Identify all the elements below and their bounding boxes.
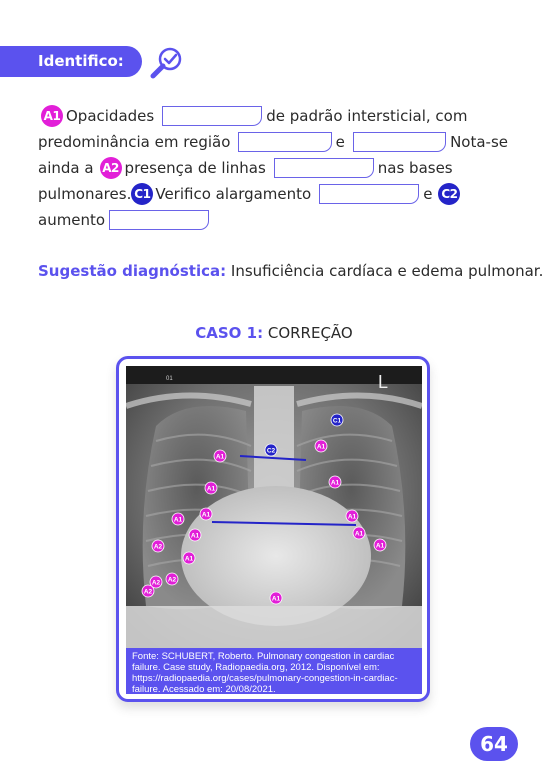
- text: e: [423, 185, 433, 203]
- section-title: Identifico:: [38, 52, 124, 70]
- annotation-marker-a1: [374, 539, 386, 551]
- annotation-marker-a1: [214, 450, 226, 462]
- film-marker-right: L: [378, 372, 389, 392]
- annotation-marker-c2: [265, 444, 277, 456]
- annotation-marker-a1: [270, 592, 282, 604]
- fill-line-1: [38, 103, 508, 129]
- blank-field[interactable]: [109, 210, 209, 230]
- fill-line-5: [38, 207, 508, 233]
- text: predominância em região: [38, 133, 231, 151]
- annotation-marker-a2: [152, 540, 164, 552]
- xray-drawing: [126, 366, 422, 648]
- tag-c2: C2: [438, 183, 460, 205]
- annotation-marker-a1: [205, 482, 217, 494]
- fill-line-2: [38, 129, 508, 155]
- text: Nota-se: [450, 133, 508, 151]
- svg-text:A1: A1: [190, 532, 200, 540]
- page-number: 64: [470, 727, 518, 761]
- chest-xray-image: [126, 366, 422, 648]
- svg-text:C2: C2: [266, 447, 276, 455]
- section-header: [0, 46, 142, 77]
- annotation-marker-a1: [329, 476, 341, 488]
- fill-line-4: [38, 181, 508, 207]
- annotation-marker-a1: [346, 510, 358, 522]
- svg-text:A1: A1: [316, 443, 326, 451]
- case-title: [0, 324, 548, 342]
- text: Opacidades: [66, 107, 155, 125]
- svg-text:A2: A2: [143, 588, 153, 596]
- blank-field[interactable]: [238, 132, 331, 152]
- svg-text:A1: A1: [375, 542, 385, 550]
- film-marker-left: 01: [166, 376, 173, 382]
- annotation-marker-a1: [315, 440, 327, 452]
- blank-field[interactable]: [274, 158, 374, 178]
- text: presença de linhas: [124, 159, 266, 177]
- tag-a2: A2: [100, 157, 122, 179]
- text: ainda a: [38, 159, 94, 177]
- annotation-marker-a2: [142, 585, 154, 597]
- case-label: CASO 1:: [195, 324, 264, 342]
- annotation-marker-a1: [183, 552, 195, 564]
- fill-line-3: [38, 155, 508, 181]
- case-text: CORREÇÃO: [267, 324, 353, 342]
- svg-text:A1: A1: [184, 555, 194, 563]
- tag-a1: A1: [41, 105, 63, 127]
- svg-text:A1: A1: [347, 513, 357, 521]
- text: de padrão intersticial, com: [266, 107, 468, 125]
- fill-in-paragraph: [38, 103, 508, 233]
- svg-text:A2: A2: [167, 576, 177, 584]
- blank-field[interactable]: [353, 132, 446, 152]
- annotation-marker-a2: [166, 573, 178, 585]
- svg-text:A1: A1: [173, 516, 183, 524]
- diagnostic-suggestion: [38, 262, 543, 280]
- svg-text:A1: A1: [271, 595, 281, 603]
- svg-text:A1: A1: [330, 479, 340, 487]
- svg-text:A1: A1: [354, 530, 364, 538]
- text: pulmonares.: [38, 185, 132, 203]
- text: Verifico alargamento: [155, 185, 312, 203]
- blank-field[interactable]: [319, 184, 419, 204]
- suggestion-label: Sugestão diagnóstica:: [38, 262, 227, 280]
- tag-c1: C1: [131, 183, 153, 205]
- svg-text:C1: C1: [332, 417, 342, 425]
- text: e: [335, 133, 345, 151]
- svg-text:A1: A1: [206, 485, 216, 493]
- annotation-marker-a1: [353, 527, 365, 539]
- svg-text:A1: A1: [201, 511, 211, 519]
- svg-text:A1: A1: [215, 453, 225, 461]
- svg-text:A2: A2: [151, 579, 161, 587]
- annotation-marker-c1: [331, 414, 343, 426]
- text: aumento: [38, 211, 106, 229]
- text: nas bases: [377, 159, 453, 177]
- svg-text:A2: A2: [153, 543, 163, 551]
- annotation-marker-a1: [172, 513, 184, 525]
- annotation-marker-a1: [189, 529, 201, 541]
- suggestion-text: Insuficiência cardíaca e edema pulmonar.: [230, 262, 544, 280]
- image-source-caption: Fonte: SCHUBERT, Roberto. Pulmonary congestion in cardiac failure. Case study, Radiopaedia.org, 2012. Disponível em: https://radiopaedia.org/cases/pulmonary-congestion-in-cardiac-failure. Acessado em: 20/08/2021.: [126, 648, 422, 694]
- magnifier-check-icon: [148, 44, 186, 82]
- blank-field[interactable]: [162, 106, 262, 126]
- annotation-marker-a1: [200, 508, 212, 520]
